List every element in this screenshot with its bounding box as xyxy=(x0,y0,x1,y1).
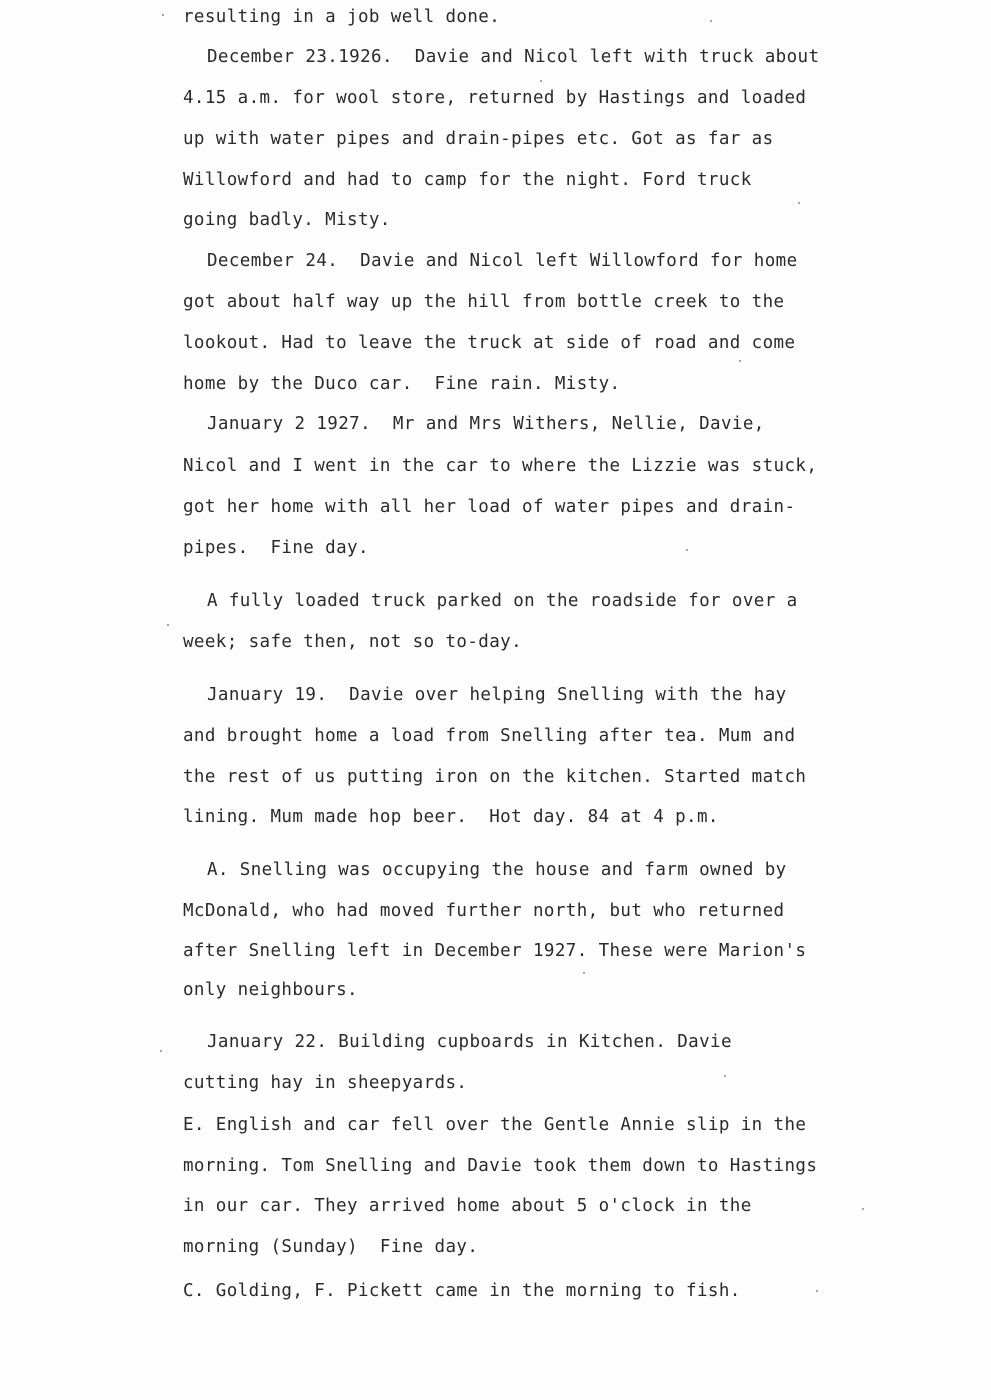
text-line: in our car. They arrived home about 5 o'clock in the xyxy=(183,1196,752,1216)
text-line: December 24. Davie and Nicol left Willowford for home xyxy=(207,251,798,271)
text-line: McDonald, who had moved further north, but who returned xyxy=(183,901,785,921)
text-line: January 2 1927. Mr and Mrs Withers, Nellie, Davie, xyxy=(207,414,765,434)
text-line: got her home with all her load of water pipes and drain- xyxy=(183,497,796,517)
text-line: after Snelling left in December 1927. These were Marion's xyxy=(183,941,807,961)
text-line: January 22. Building cupboards in Kitchen. Davie xyxy=(207,1032,732,1052)
scan-speck xyxy=(816,1290,818,1292)
text-line: got about half way up the hill from bottle creek to the xyxy=(183,292,785,312)
text-line: the rest of us putting iron on the kitchen. Started match xyxy=(183,767,807,787)
text-line: A fully loaded truck parked on the roadside for over a xyxy=(207,591,798,611)
text-line: resulting in a job well done. xyxy=(183,7,501,27)
scan-speck xyxy=(710,20,712,22)
text-line: lining. Mum made hop beer. Hot day. 84 at 4 p.m. xyxy=(183,807,719,827)
scan-speck xyxy=(798,202,800,204)
text-line: A. Snelling was occupying the house and farm owned by xyxy=(207,860,787,880)
text-line: week; safe then, not so to-day. xyxy=(183,632,523,652)
text-line: E. English and car fell over the Gentle Annie slip in the xyxy=(183,1115,807,1135)
text-line: C. Golding, F. Pickett came in the morning to fish. xyxy=(183,1281,741,1301)
text-line: 4.15 a.m. for wool store, returned by Hastings and loaded xyxy=(183,88,807,108)
text-line: up with water pipes and drain-pipes etc. Got as far as xyxy=(183,129,774,149)
scan-speck xyxy=(160,1050,162,1052)
text-line: December 23.1926. Davie and Nicol left with truck about xyxy=(207,47,820,67)
scan-speck xyxy=(739,360,741,362)
text-line: lookout. Had to leave the truck at side of road and come xyxy=(183,333,796,353)
text-line: morning (Sunday) Fine day. xyxy=(183,1237,479,1257)
scan-speck xyxy=(686,549,688,551)
text-line: January 19. Davie over helping Snelling with the hay xyxy=(207,685,787,705)
text-line: Nicol and I went in the car to where the Lizzie was stuck, xyxy=(183,456,818,476)
text-line: Willowford and had to camp for the night. Ford truck xyxy=(183,170,752,190)
text-line: morning. Tom Snelling and Davie took them down to Hastings xyxy=(183,1156,818,1176)
text-line: and brought home a load from Snelling after tea. Mum and xyxy=(183,726,796,746)
scan-speck xyxy=(583,972,585,974)
scan-speck xyxy=(540,80,542,82)
scan-speck xyxy=(162,14,164,16)
text-line: only neighbours. xyxy=(183,980,358,1000)
scan-speck xyxy=(167,624,169,626)
text-line: home by the Duco car. Fine rain. Misty. xyxy=(183,374,621,394)
text-line: going badly. Misty. xyxy=(183,210,391,230)
scan-speck xyxy=(862,1208,864,1210)
text-line: pipes. Fine day. xyxy=(183,538,369,558)
text-line: cutting hay in sheepyards. xyxy=(183,1073,468,1093)
scan-speck xyxy=(724,1075,726,1077)
